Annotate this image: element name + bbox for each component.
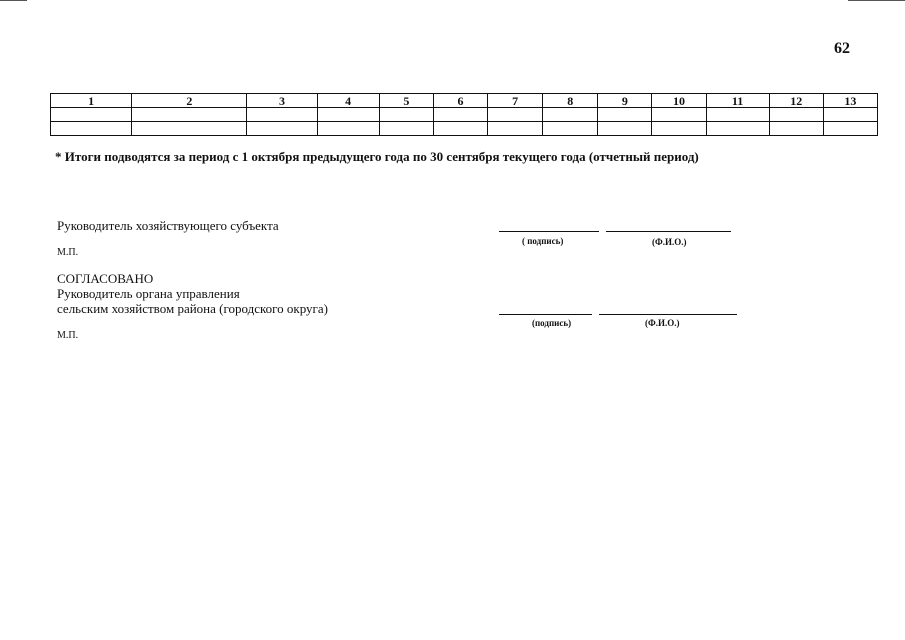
table-cell <box>51 108 132 122</box>
table-cell <box>769 122 823 136</box>
footnote: * Итоги подводятся за период с 1 октября предыдущего года по 30 сентября текущего года (отчетный период) <box>55 149 699 164</box>
table-row <box>51 108 878 122</box>
table-cell <box>433 122 487 136</box>
table-cell <box>488 122 543 136</box>
table-header-row <box>51 94 878 108</box>
table-cell <box>247 108 317 122</box>
table-cell <box>317 108 379 122</box>
table-cell <box>652 108 706 122</box>
table-cell <box>247 122 317 136</box>
signature-line <box>499 314 592 315</box>
table-cell <box>706 108 769 122</box>
data-table <box>50 93 878 136</box>
table-cell <box>51 122 132 136</box>
signature-caption: ( подпись) <box>522 236 564 246</box>
table-cell <box>488 108 543 122</box>
table-cell <box>379 122 433 136</box>
name-caption: (Ф.И.О.) <box>645 318 680 328</box>
column-header-cell: 11 <box>706 94 769 108</box>
column-header-cell: 4 <box>317 94 379 108</box>
column-header-cell: 2 <box>132 94 247 108</box>
page-number: 62 <box>834 40 850 57</box>
table-cell <box>598 122 652 136</box>
authority-title-line-2: сельским хозяйством района (городского округа) <box>57 301 328 316</box>
top-left-rule <box>0 0 27 1</box>
column-header-cell: 8 <box>543 94 598 108</box>
table-cell <box>769 108 823 122</box>
signature-line <box>499 231 599 232</box>
top-right-rule <box>848 0 905 1</box>
table-cell <box>706 122 769 136</box>
column-header-cell: 7 <box>488 94 543 108</box>
table-cell <box>823 122 877 136</box>
table-cell <box>317 122 379 136</box>
approval-heading: СОГЛАСОВАНО <box>57 271 154 286</box>
signature-caption: (подпись) <box>532 318 572 328</box>
table-cell <box>543 122 598 136</box>
column-header-cell: 5 <box>379 94 433 108</box>
authority-title-line-1: Руководитель органа управления <box>57 286 240 301</box>
entity-head-title: Руководитель хозяйствующего субъекта <box>57 218 279 233</box>
stamp-placeholder: М.П. <box>57 330 79 341</box>
table-cell <box>379 108 433 122</box>
name-caption: (Ф.И.О.) <box>652 237 687 247</box>
table-cell <box>543 108 598 122</box>
column-header-cell: 6 <box>433 94 487 108</box>
table-cell <box>132 122 247 136</box>
column-header-cell: 1 <box>51 94 132 108</box>
table-cell <box>823 108 877 122</box>
table-cell <box>132 108 247 122</box>
table-cell <box>652 122 706 136</box>
column-header-cell: 10 <box>652 94 706 108</box>
column-header-cell: 13 <box>823 94 877 108</box>
column-header-cell: 3 <box>247 94 317 108</box>
column-header-cell: 12 <box>769 94 823 108</box>
name-line <box>606 231 731 232</box>
name-line <box>599 314 737 315</box>
stamp-placeholder: М.П. <box>57 247 79 258</box>
table-cell <box>433 108 487 122</box>
column-header-cell: 9 <box>598 94 652 108</box>
table-cell <box>598 108 652 122</box>
table-row <box>51 122 878 136</box>
